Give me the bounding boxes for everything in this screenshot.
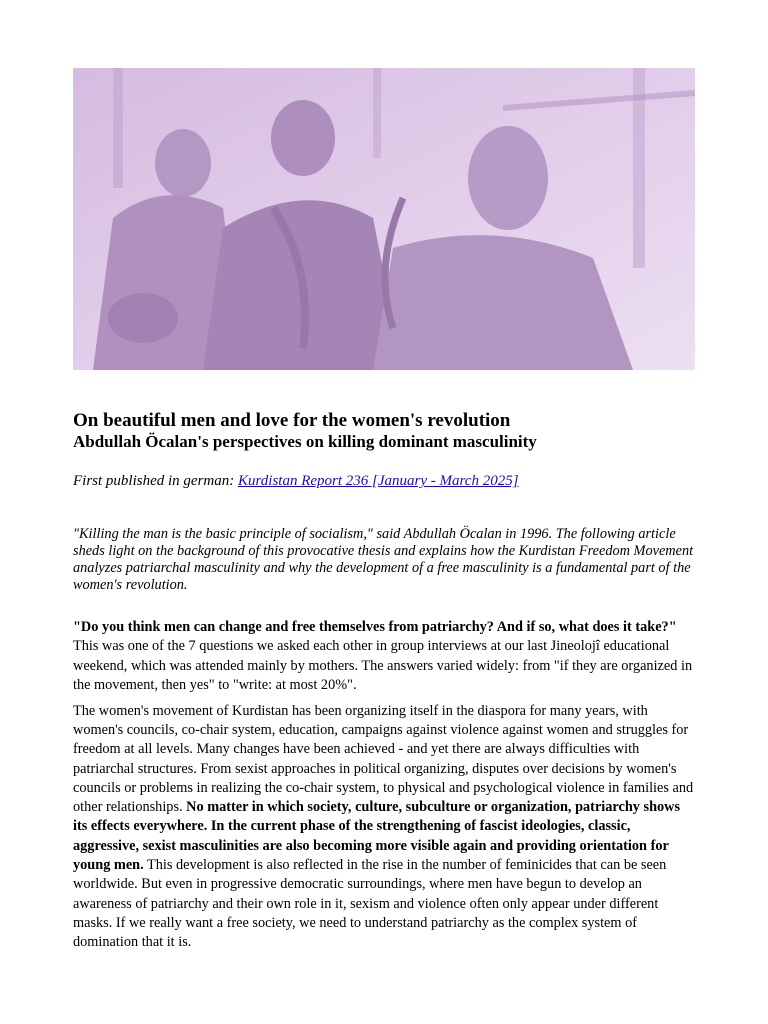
article-title: On beautiful men and love for the women's revolution — [73, 410, 511, 431]
article — [73, 68, 695, 952]
article-photo — [73, 68, 695, 370]
paragraph-1-text: This was one of the 7 questions we asked each other in group interviews at our last Jineolojî educational weekend, which was attended mainly by mothers. The answers varied widely: from "if they are organized in the movement, then yes" to "write: at most 20%". — [73, 638, 693, 694]
article-intro: "Killing the man is the basic principle of socialism," said Abdullah Öcalan in 1996. The following article sheds light on the background of this provocative thesis and explains how the Kurdistan Freedom Movement analyzes patriarchal masculinity and why the development of a free masculinity is a fundamental part of the women's revolution. — [73, 526, 694, 593]
publication-link[interactable]: Kurdistan Report 236 [January - March 2025] — [238, 473, 519, 489]
publication-note — [73, 472, 695, 490]
paragraph-2 — [73, 702, 695, 953]
publication-prefix: First published in german: — [73, 473, 238, 489]
paragraph-2-text-a: The women's movement of Kurdistan has been organizing itself in the diaspora for many years, with women's councils, co-chair system, education, campaigns against violence against women and struggles for freedom at all levels. Many changes have been achieved - and yet there are always difficulties with patriarchal structures. From sexist approaches in political organizing, disputes over decisions by women's councils or problems in realizing the co-chair system, to physical and psychological violence in families and other relationships. — [73, 702, 694, 816]
paragraph-1 — [73, 618, 695, 696]
photo-illustration — [73, 68, 695, 370]
paragraph-2-bold: No matter in which society, culture, subculture or organization, patriarchy shows its effects everywhere. In the current phase of the strengthening of fascist ideologies, classic, aggressive, sexist masculinities are also becoming more visible again and providing orientation for young men. — [73, 799, 681, 873]
paragraph-1-bold: "Do you think men can change and free themselves from patriarchy? And if so, what does it take?" — [73, 619, 677, 635]
paragraph-2-text-b: This development is also reflected in the rise in the number of feminicides that can be seen worldwide. But even in progressive democratic surroundings, where men have begun to develop an awareness of patriarchy and their own role in it, sexism and violence often only appear under different masks. If we really want a free society, we need to understand patriarchy as the complex system of domination that it is. — [73, 857, 667, 951]
article-subtitle: Abdullah Öcalan's perspectives on killing dominant masculinity — [73, 432, 537, 451]
